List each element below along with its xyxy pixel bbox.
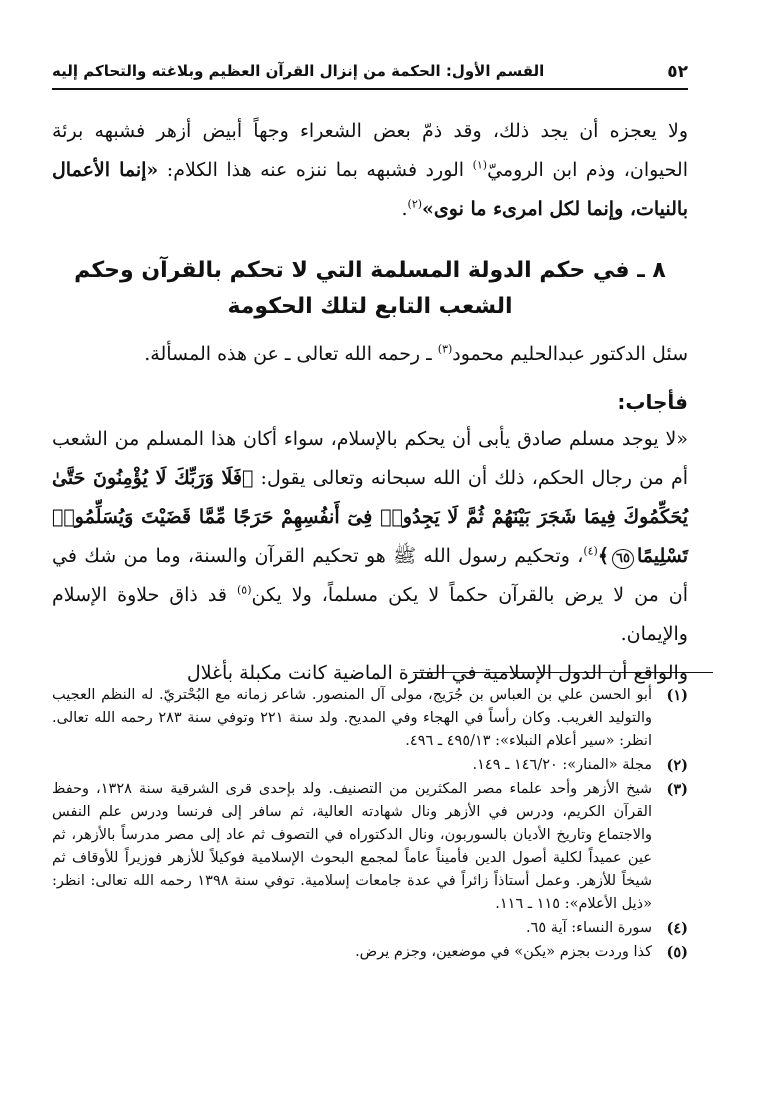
footnote [52, 778, 688, 916]
main-text [52, 112, 688, 693]
footnote-number: (٥) [666, 944, 688, 961]
footnote-separator [413, 672, 713, 673]
footnote [52, 684, 688, 753]
quran-close-bracket: ﴾ [597, 545, 609, 567]
footnote-text: كذا وردت بجزم «يكن» في موضعين، وجزم يرض. [355, 944, 652, 960]
footnote [52, 917, 688, 940]
question-text-2: ـ رحمه الله تعالى ـ عن هذه المسألة. [144, 343, 438, 365]
footnote [52, 754, 688, 777]
answer-label: فأجاب: [617, 390, 688, 414]
intro-end: . [401, 198, 408, 220]
intro-paragraph [52, 112, 688, 229]
page-number: ٥٢ [667, 62, 688, 82]
answer-paragraph [52, 420, 688, 654]
question-text: سئل الدكتور عبدالحليم محمود [452, 343, 688, 365]
section-heading-line-1: ٨ ـ في حكم الدولة المسلمة التي لا تحكم بالقرآن وحكم [74, 258, 666, 283]
intro-text: ولا يعجزه أن يجد ذلك، وقد ذمّ بعض الشعراء وجهاً أبيض أزهر فشبهه برئة الحيوان، وذم ابن الروميّ [52, 120, 688, 181]
footnote-number: (١) [666, 687, 688, 704]
footnote-text: مجلة «المنار»: ١٤٦/٢٠ ـ ١٤٩. [472, 757, 652, 773]
page-header [52, 58, 688, 90]
question-paragraph [52, 335, 688, 374]
footnote-ref-1: (١) [472, 158, 488, 172]
footnote-number: (٤) [666, 920, 688, 937]
running-title: القسم الأول: الحكمة من إنزال القرآن العظيم وبلاغته والتحاكم إليه [52, 62, 545, 80]
closing-paragraph: والواقع أن الدول الإسلامية في الفترة الماضية كانت مكبلة بأغلال [186, 662, 688, 684]
footnote-number: (٢) [666, 757, 688, 774]
footnote-ref-5: (٥) [236, 583, 252, 597]
hadith-quote: «إنما الأعمال بالنيات، وإنما لكل امرىء ما نوى» [52, 159, 688, 220]
ayah-number-marker: ٦٥ [612, 549, 634, 569]
answer-text-3: قد ذاق حلاوة الإسلام والإيمان. [52, 584, 688, 645]
footnote-text: شيخ الأزهر وأحد علماء مصر المكثرين من التصنيف. ولد بإحدى قرى الشرقية سنة ١٣٢٨، وحفظ القرآن الكريم، ودرس في الأزهر ونال شهادته العالية، ثم سافر إلى فرنسا ودرس علم النفس والاجتماع وتاريخ الأديان بالسوربون، ونال الدكتوراه في التصوف ثم عاد إلى مصر مدرساً بالأزهر، ثم عين عميداً لكلية أصول الدين فأميناً عاماً لمجمع البحوث الإسلامية فوكيلاً للأزهر فوزيراً للأوقاف ثم شيخاً للأزهر. وعمل أستاذاً زائراً في عدة جامعات إسلامية. توفي سنة ١٣٩٨ رحمه الله تعالى: انظر: «ذيل الأعلام»: ١١٥ ـ ١١٦. [52, 781, 653, 912]
quran-verse: ﴿فَلَا وَرَبِّكَ لَا يُؤْمِنُونَ حَتَّىٰ يُحَكِّمُوكَ فِيمَا شَجَرَ بَيْنَهُمْ ثُمَّ لَا يَجِدُوا۟ فِىٓ أَنفُسِهِمْ حَرَجًا مِّمَّا قَضَيْتَ وَيُسَلِّمُوا۟ تَسْلِيمًا [52, 467, 688, 567]
answer-text-2: ، وتحكيم رسول الله ﷺ هو تحكيم القرآن والسنة، وما من شك في أن من لا يرض بالقرآن حكماً لا يكن مسلماً، ولا يكن [52, 545, 688, 606]
footnote [52, 941, 688, 964]
footnote-text: سورة النساء: آية ٦٥. [526, 920, 652, 936]
footnote-number: (٣) [666, 781, 688, 798]
footnote-ref-4: (٤) [583, 544, 598, 558]
footnotes [52, 684, 688, 965]
intro-text-2: الورد فشبهه بما ننزه عنه هذا الكلام: [158, 159, 473, 181]
answer-text-1: «لا يوجد مسلم صادق يأبى أن يحكم بالإسلام، سواء أكان هذا المسلم من الشعب أم من رجال الحكم، ذلك أن الله سبحانه وتعالى يقول: [52, 428, 688, 489]
footnote-ref-3: (٣) [437, 342, 453, 356]
section-heading [52, 253, 688, 325]
footnote-ref-2: (٢) [407, 197, 423, 211]
footnote-text: أبو الحسن علي بن العباس بن جُرَيج، مولى آل المنصور. شاعر زمانه مع البُحْتريّ. له النظم العجيب والتوليد الغريب. وكان رأساً في الهجاء وفي المديح. ولد سنة ٢٢١ وتوفي سنة ٢٨٣ رحمه الله تعالى. انظر: «سير أعلام النبلاء»: ٤٩٥/١٣ ـ ٤٩٦. [52, 687, 652, 749]
section-heading-line-2: الشعب التابع لتلك الحكومة [227, 294, 513, 319]
